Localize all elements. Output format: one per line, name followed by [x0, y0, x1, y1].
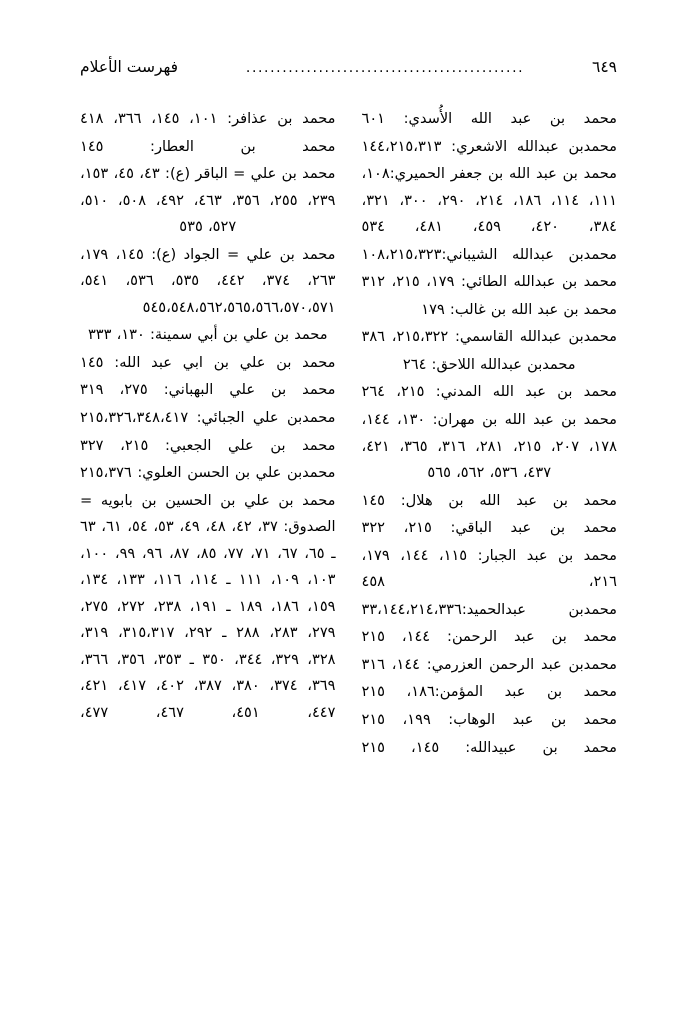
index-entry: محمد بن عبد الله بن مهران: ١٣٠، ١٤٤، ١٧٨، ٢٠٧، ٢١٥، ٢٨١، ٣١٦، ٣٦٥، ٤٢١، ٤٣٧، ٥٣٦، ٥٦٢، ٥٦٥	[361, 411, 617, 482]
index-entry: محمد بن عبد الله بن جعفر الحميري:١٠٨، ١١١، ١١٤، ١٨٦، ٢١٤، ٢٩٠، ٣٠٠، ٣٢١، ٣٨٤، ٤٢٠، ٤٥٩، ٤٨١، ٥٣٤	[361, 165, 618, 236]
index-columns	[80, 106, 617, 762]
index-entry: محمد بن علي بن أبي سمينة: ١٣٠، ٣٣٣	[87, 326, 328, 344]
index-entry: محمدبن عبدالله القاسمي: ٢١٥،٣٢٢، ٣٨٦	[361, 328, 617, 346]
index-entry: محمدبن عبدالحميد:٣٣،١٤٤،٢١٤،٣٣٦	[361, 600, 617, 618]
page-title: فهرست الأعلام	[80, 58, 179, 76]
index-entry: محمد بن عبد الرحمن: ١٤٤، ٢١٥	[361, 628, 617, 646]
index-entry: محمد بن عبد الجبار: ١١٥، ١٤٤، ١٧٩، ٢١٦، ٤٥٨	[361, 546, 618, 591]
index-entry: محمد بن عبد الله بن غالب: ١٧٩	[421, 300, 617, 318]
index-entry: محمد بن عبد الباقي: ٢١٥، ٣٢٢	[361, 519, 617, 537]
index-entry: محمدبن عبدالله الشيباني:١٠٨،٢١٥،٣٢٣	[361, 245, 617, 263]
index-entry: محمدبن علي الجبائي: ٢١٥،٣٢٦،٣٤٨،٤١٧	[80, 409, 336, 427]
index-entry: محمدبن علي بن الحسن العلوي: ٢١٥،٣٧٦	[80, 464, 336, 482]
index-entry: محمد بن عبد الله الأُسدي: ٦٠١	[361, 110, 617, 127]
index-entry: محمد بن عبد المؤمن:١٨٦، ٢١٥	[361, 683, 617, 701]
column-right	[362, 106, 618, 762]
index-entry: محمد بن علي بن ابي عبد الله: ١٤٥	[80, 353, 336, 371]
index-entry: محمد بن عذافر: ١٠١، ١٤٥، ٣٦٦، ٤١٨	[80, 110, 336, 127]
index-entry: محمد بن علي الجعبي: ٢١٥، ٣٢٧	[80, 436, 336, 454]
index-entry: محمد بن عبد الله المدني: ٢١٥، ٢٦٤	[361, 383, 617, 401]
index-entry: محمد بن علي بن الحسين بن بابويه = الصدوق: ٣٧، ٤٢، ٤٨، ٤٩، ٥٣، ٥٤، ٦١، ٦٣ ـ ٦٥، ٦٧، ٧١، ٧٧، ٨٥، ٨٧، ٩٦، ٩٩، ١٠٠، ١٠٣، ١٠٩، ١١١ ـ ١١٤، ١١٦، ١٣٣، ١٣٤، ١٥٩، ١٨٦، ١٨٩ ـ ١٩١، ٢٣٨، ٢٧٢، ٢٧٥، ٢٧٩، ٢٨٣، ٢٨٨ ـ ٢٩٢، ٣١٥،٣١٧، ٣١٩، ٣٢٨، ٣٢٩، ٣٤٤، ٣٥٠ ـ ٣٥٣، ٣٥٦، ٣٦٦، ٣٦٩، ٣٧٤، ٣٨٠، ٣٨٧، ٤٠٢، ٤١٧، ٤٢١، ٤٤٧، ٤٥١، ٤٦٧، ٤٧٧،	[80, 491, 336, 722]
index-entry: محمد بن عبد الله بن هلال: ١٤٥	[361, 491, 617, 509]
index-entry: محمدبن عبدالله اللاحق: ٢٦٤	[402, 355, 576, 373]
index-entry: محمد بن عبد الوهاب: ١٩٩، ٢١٥	[361, 711, 618, 729]
index-entry: محمد بن عبيدالله: ١٤٥، ٢١٥	[361, 738, 617, 756]
index-entry: محمد بن علي البهباني: ٢٧٥، ٣١٩	[80, 381, 336, 399]
index-entry: محمد بن علي = الباقر (ع): ٤٣، ٤٥، ١٥٣، ٢٣٩، ٢٥٥، ٣٥٦، ٤٦٣، ٤٩٢، ٥٠٨، ٥١٠، ٥٢٧، ٥٣٥	[80, 165, 336, 236]
column-left	[80, 106, 336, 762]
index-entry: محمد بن العطار: ١٤٥	[80, 137, 336, 155]
leader-dots: ..............................................	[245, 60, 525, 76]
index-entry: محمد بن علي = الجواد (ع): ١٤٥، ١٧٩، ٢٦٣، ٣٧٤، ٤٤٢، ٥٣٥، ٥٣٦، ٥٤١، ٥٤٥،٥٤٨،٥٦٢،٥٦٥،٥٦٦،٥٧٠،٥٧١	[80, 245, 336, 316]
index-entry: محمد بن عبدالله الطائي: ١٧٩، ٢١٥، ٣١٢	[361, 273, 617, 291]
page-number: ٦٤٩	[592, 58, 617, 76]
page-header	[80, 58, 617, 76]
index-entry: محمدبن عبد الرحمن العزرمي: ١٤٤، ٣١٦	[361, 655, 617, 673]
index-entry: محمدبن عبدالله الاشعري: ١٤٤،٢١٥،٣١٣	[361, 137, 617, 155]
